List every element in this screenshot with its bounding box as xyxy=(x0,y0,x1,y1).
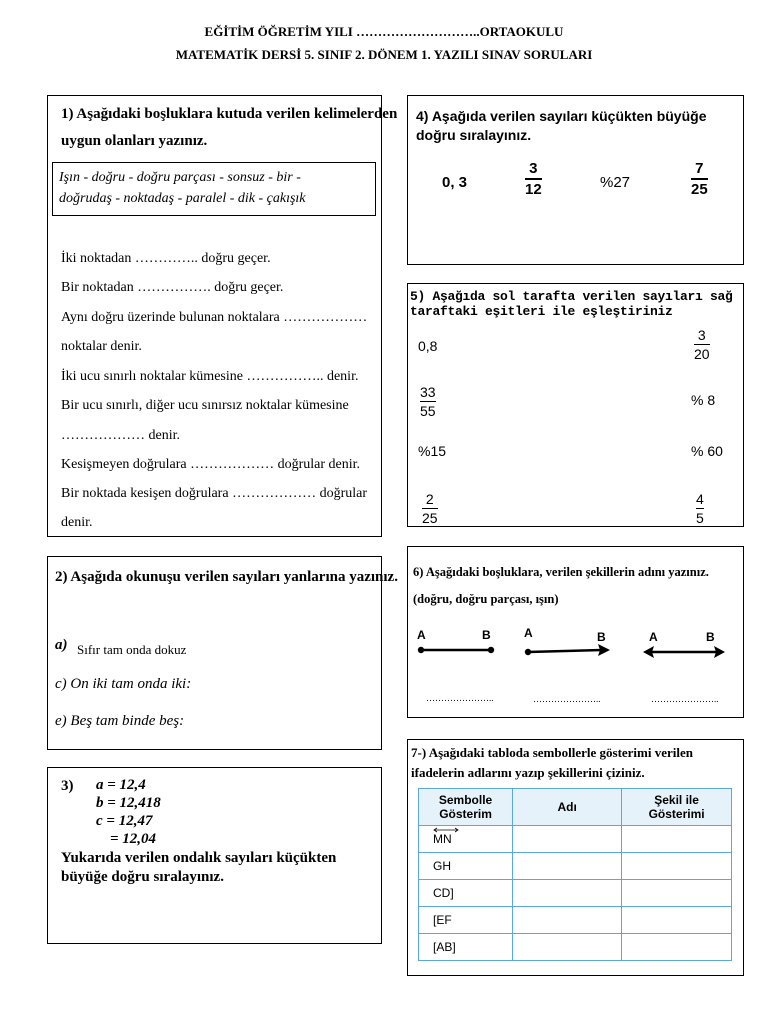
q3-text-line1: Yukarıda verilen ondalık sayıları küçükten xyxy=(61,850,337,866)
q4-title-line1: 4) Aşağıda verilen sayıları küçükten büyüğe xyxy=(416,108,707,124)
fraction-numerator: 33 xyxy=(420,384,436,400)
fraction-denominator: 25 xyxy=(422,510,438,526)
q6-fig1-label-b: B xyxy=(482,628,491,642)
q3-number: 3) xyxy=(61,778,74,794)
q6-fig3-label-a: A xyxy=(649,630,658,644)
q5-left-2 xyxy=(420,384,436,419)
q5-right-3: % 60 xyxy=(691,443,723,459)
q5-left-4 xyxy=(422,491,438,526)
q1-words-line2: doğrudaş - noktadaş - paralel - dik - çakışık xyxy=(59,191,306,206)
ray-figure xyxy=(522,643,612,659)
q1-line: İki noktadan ………….. doğru geçer. xyxy=(61,251,271,266)
fraction-numerator: 3 xyxy=(697,327,706,343)
figure-answer-cell[interactable] xyxy=(622,880,732,907)
symbol-table xyxy=(418,788,732,961)
name-answer-cell[interactable] xyxy=(513,880,622,907)
figure-answer-cell[interactable] xyxy=(622,907,732,934)
exam-header-line1: EĞİTİM ÖĞRETİM YILI ………………………..ORTAOKULU xyxy=(204,24,564,39)
q3-eq-d: = 12,04 xyxy=(110,831,157,847)
column-header-symbol: Sembolle Gösterim xyxy=(419,789,513,826)
figure-answer-cell[interactable] xyxy=(622,853,732,880)
symbol-cell: GH xyxy=(419,853,513,880)
q6-fig3-label-b: B xyxy=(706,630,715,644)
symbol-cell: [EF xyxy=(419,907,513,934)
q1-line: denir. xyxy=(61,515,93,530)
q1-line: Bir ucu sınırlı, diğer ucu sınırsız noktalar kümesine xyxy=(61,398,349,413)
question-3-box xyxy=(47,767,382,944)
fraction-numerator: 4 xyxy=(696,491,704,507)
q4-fraction-1 xyxy=(525,160,542,198)
name-answer-cell[interactable] xyxy=(513,907,622,934)
q1-title-line2: uygun olanları yazınız. xyxy=(61,133,208,149)
figure-answer-cell[interactable] xyxy=(622,934,732,961)
q1-line: Aynı doğru üzerinde bulunan noktalara ……………… xyxy=(61,310,368,325)
q5-title-line2: taraftaki eşitleri ile eşleştiriniz xyxy=(410,304,673,319)
figure-answer-cell[interactable] xyxy=(622,826,732,853)
fraction-numerator: 3 xyxy=(529,160,538,177)
name-answer-cell[interactable] xyxy=(513,934,622,961)
question-4-box xyxy=(407,95,744,265)
q2-c-text: c) On iki tam onda iki: xyxy=(55,676,192,692)
q5-right-2: % 8 xyxy=(691,392,716,408)
q3-eq-b: b = 12,418 xyxy=(96,795,161,811)
table-row xyxy=(419,826,732,853)
q6-fig1-label-a: A xyxy=(417,628,426,642)
q7-title-line1: 7-) Aşağıdaki tabloda sembollerle gösterimi verilen xyxy=(411,745,694,760)
question-6-box xyxy=(407,546,744,718)
exam-header-line2: MATEMATİK DERSİ 5. SINIF 2. DÖNEM 1. YAZILI SINAV SORULARI xyxy=(175,47,593,62)
q1-words-line1: Işın - doğru - doğru parçası - sonsuz - bir - xyxy=(59,170,301,185)
q5-right-1 xyxy=(694,327,710,362)
fraction-denominator: 25 xyxy=(691,181,708,198)
column-header-name: Adı xyxy=(513,789,622,826)
question-7-box xyxy=(407,739,744,976)
question-2-box xyxy=(47,556,398,750)
q1-line: İki ucu sınırlı noktalar kümesine …………….. denir. xyxy=(61,369,359,384)
table-row xyxy=(419,907,732,934)
q6-fig2-blank: ………………….. xyxy=(533,694,601,704)
q1-line: Bir noktadan ……………. doğru geçer. xyxy=(61,280,284,295)
symbol-mn-line: MN xyxy=(433,832,452,846)
q6-subtitle: (doğru, doğru parçası, ışın) xyxy=(413,592,559,606)
q5-right-4 xyxy=(696,491,704,526)
q1-line: noktalar denir. xyxy=(61,339,142,354)
fraction-denominator: 55 xyxy=(420,403,436,419)
q4-number-1: 0, 3 xyxy=(442,174,468,191)
line-figure xyxy=(642,644,726,660)
q5-left-3: %15 xyxy=(418,443,447,459)
fraction-numerator: 7 xyxy=(695,160,704,177)
question-5-box xyxy=(407,283,744,527)
name-answer-cell[interactable] xyxy=(513,853,622,880)
line-segment-figure xyxy=(416,643,496,657)
q4-percent: %27 xyxy=(600,174,631,191)
symbol-cell xyxy=(419,826,513,853)
q3-eq-c: c = 12,47 xyxy=(96,813,153,829)
q6-fig3-blank: ………………….. xyxy=(651,694,719,704)
q1-word-box xyxy=(52,162,376,216)
q4-title-line2: doğru sıralayınız. xyxy=(416,127,532,143)
q1-title-line1: 1) Aşağıdaki boşluklara kutuda verilen kelimelerden xyxy=(61,106,398,122)
question-1-box xyxy=(47,95,398,537)
double-arrow-icon xyxy=(433,827,459,833)
q6-title: 6) Aşağıdaki boşluklara, verilen şekillerin adını yazınız. xyxy=(413,565,709,579)
q2-a-text: Sıfır tam onda dokuz xyxy=(77,642,187,657)
q6-fig2-label-b: B xyxy=(597,630,606,644)
q3-eq-a: a = 12,4 xyxy=(96,777,146,793)
symbol-cell: CD] xyxy=(419,880,513,907)
symbol-cell: [AB] xyxy=(419,934,513,961)
table-row xyxy=(419,853,732,880)
table-header-row xyxy=(419,789,732,826)
q1-line: ……………… denir. xyxy=(61,428,180,443)
q1-line: Kesişmeyen doğrulara ……………… doğrular denir. xyxy=(61,457,360,472)
table-row xyxy=(419,934,732,961)
q7-title-line2: ifadelerin adlarını yazıp şekillerini çiziniz. xyxy=(411,765,645,780)
q3-text-line2: büyüğe doğru sıralayınız. xyxy=(61,869,224,885)
q4-fraction-2 xyxy=(691,160,708,198)
fraction-numerator: 2 xyxy=(425,491,434,507)
q1-line: Bir noktada kesişen doğrulara ……………… doğrular xyxy=(61,486,367,501)
q6-fig1-blank: ………………….. xyxy=(426,693,494,703)
table-row xyxy=(419,880,732,907)
fraction-denominator: 12 xyxy=(525,181,542,198)
q2-title: 2) Aşağıda okunuşu verilen sayıları yanlarına yazınız. xyxy=(55,569,398,585)
fraction-denominator: 5 xyxy=(696,510,704,526)
fraction-denominator: 20 xyxy=(694,346,710,362)
q2-a-label: a) xyxy=(55,637,68,653)
q5-left-1: 0,8 xyxy=(418,338,438,354)
q6-fig2-label-a: A xyxy=(524,626,533,640)
q2-e-text: e) Beş tam binde beş: xyxy=(55,713,185,729)
name-answer-cell[interactable] xyxy=(513,826,622,853)
q5-title-line1: 5) Aşağıda sol tarafta verilen sayıları sağ xyxy=(410,289,733,304)
column-header-figure: Şekil ile Gösterimi xyxy=(622,789,732,826)
